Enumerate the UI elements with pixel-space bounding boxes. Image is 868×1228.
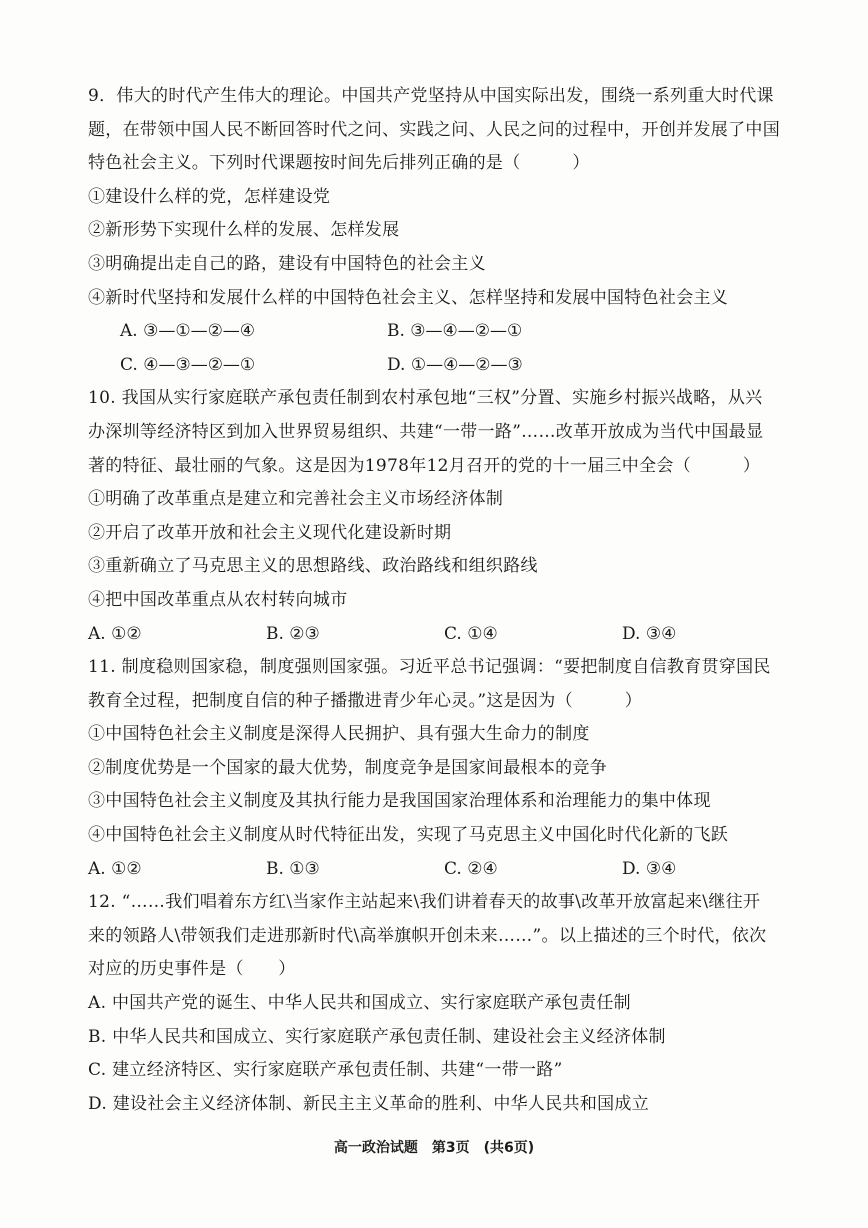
question-stem-line: 著的特征、最壮丽的气象。这是因为1978年12月召开的党的十一届三中全会（ ） xyxy=(88,455,761,476)
answer-option-a: A. 中国共产党的诞生、中华人民共和国成立、实行家庭联产承包责任制 xyxy=(88,993,631,1014)
statement-item: ①建设什么样的党，怎样建设党 xyxy=(88,186,331,207)
page-content xyxy=(88,80,800,1121)
answer-option-c: C. ④—③—②—① xyxy=(120,354,256,375)
answer-option-c: C. ①④ xyxy=(444,623,498,644)
statement-item: ②制度优势是一个国家的最大优势，制度竞争是国家间最根本的竞争 xyxy=(88,757,607,778)
question-stem-line: 来的领路人\带领我们走进那新时代\高举旗帜开创未来……”。以上描述的三个时代，依次 xyxy=(88,925,767,946)
answer-option-b: B. ③—④—②—① xyxy=(387,321,523,342)
answer-option-a: A. ③—①—②—④ xyxy=(120,321,256,342)
statement-item: ②新形势下实现什么样的发展、怎样发展 xyxy=(88,220,400,241)
question-stem-line: 10. 我国从实行家庭联产承包责任制到农村承包地“三权”分置、实施乡村振兴战略，从兴 xyxy=(88,388,763,409)
options-row xyxy=(88,315,800,349)
options-row xyxy=(88,618,800,652)
answer-option-d: D. ①—④—②—③ xyxy=(387,354,523,375)
statement-item: ②开启了改革开放和社会主义现代化建设新时期 xyxy=(88,522,452,543)
options-row xyxy=(88,349,800,383)
statement-item: ④中国特色社会主义制度从时代特征出发，实现了马克思主义中国化时代化新的飞跃 xyxy=(88,825,729,846)
question-stem-line: 12. “……我们唱着东方红\当家作主站起来\我们讲着春天的故事\改革开放富起来\继往开 xyxy=(88,892,761,913)
question-stem-line: 9．伟大的时代产生伟大的理论。中国共产党坚持从中国实际出发，围绕一系列重大时代课 xyxy=(88,86,774,106)
answer-option-b: B. ②③ xyxy=(266,623,320,644)
statement-item: ③中国特色社会主义制度及其执行能力是我国国家治理体系和治理能力的集中体现 xyxy=(88,791,711,812)
question-stem-line: 特色社会主义。下列时代课题按时间先后排列正确的是（ ） xyxy=(88,153,590,174)
question-10 xyxy=(88,382,800,651)
statement-item: ①明确了改革重点是建立和完善社会主义市场经济体制 xyxy=(88,489,504,510)
answer-option-c: C. ②④ xyxy=(444,858,498,879)
answer-option-d: D. 建设社会主义经济体制、新民主主义革命的胜利、中华人民共和国成立 xyxy=(88,1093,650,1114)
question-12 xyxy=(88,886,800,1121)
question-11 xyxy=(88,651,800,886)
question-stem-line: 11. 制度稳则国家稳，制度强则国家强。习近平总书记强调：“要把制度自信教育贯穿国民 xyxy=(88,657,771,678)
answer-option-d: D. ③④ xyxy=(622,858,677,879)
question-stem-line: 题，在带领中国人民不断回答时代之问、实践之问、人民之问的过程中，开创并发展了中国 xyxy=(88,119,780,140)
question-stem-line: 教育全过程，把制度自信的种子播撒进青少年心灵。”这是因为（ ） xyxy=(88,690,643,711)
answer-option-d: D. ③④ xyxy=(622,623,677,644)
answer-option-b: B. 中华人民共和国成立、实行家庭联产承包责任制、建设社会主义经济体制 xyxy=(88,1026,666,1047)
question-stem-line: 办深圳等经济特区到加入世界贸易组织、共建“一带一路”……改革开放成为当代中国最显 xyxy=(88,421,764,442)
question-9 xyxy=(88,80,800,382)
statement-item: ③明确提出走自己的路，建设有中国特色的社会主义 xyxy=(88,253,486,274)
statement-item: ③重新确立了马克思主义的思想路线、政治路线和组织路线 xyxy=(88,556,538,577)
answer-option-c: C. 建立经济特区、实行家庭联产承包责任制、共建“一带一路” xyxy=(88,1060,563,1081)
options-row xyxy=(88,853,800,887)
answer-option-b: B. ①③ xyxy=(266,858,320,879)
answer-option-a: A. ①② xyxy=(88,623,142,644)
answer-option-a: A. ①② xyxy=(88,858,142,879)
statement-item: ④新时代坚持和发展什么样的中国特色社会主义、怎样坚持和发展中国特色社会主义 xyxy=(88,287,729,308)
statement-item: ④把中国改革重点从农村转向城市 xyxy=(88,589,348,610)
question-stem-line: 对应的历史事件是（ ） xyxy=(88,959,296,980)
statement-item: ①中国特色社会主义制度是深得人民拥护、具有强大生命力的制度 xyxy=(88,724,590,745)
page-footer: 高一政治试题 第3页 (共6页) xyxy=(333,1140,535,1156)
